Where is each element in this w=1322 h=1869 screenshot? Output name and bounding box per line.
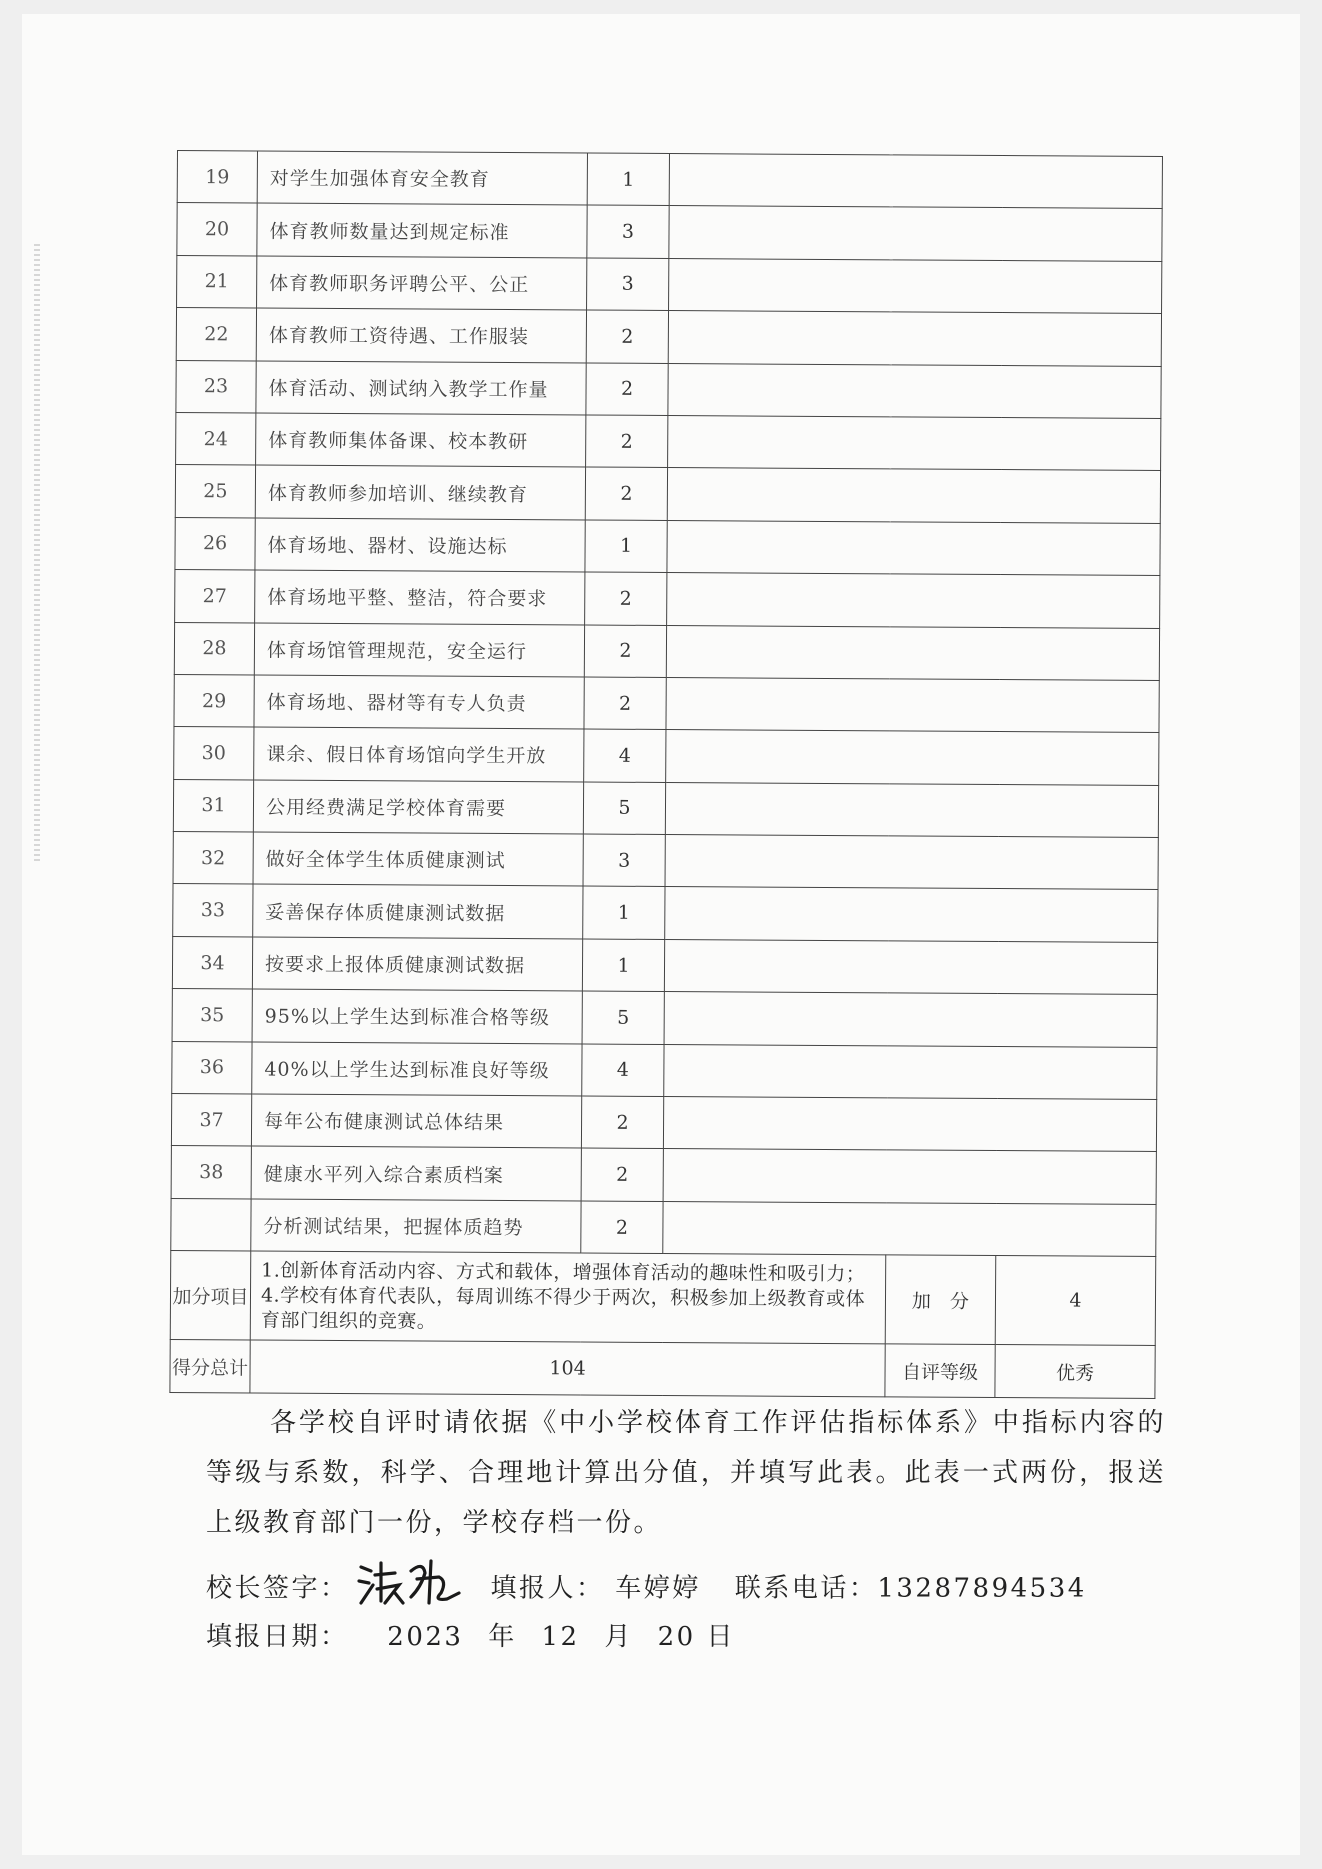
row-remark	[665, 887, 1158, 942]
row-item: 公用经费满足学校体育需要	[253, 780, 583, 834]
table-row	[176, 412, 1161, 470]
row-number: 22	[176, 308, 256, 361]
row-number: 25	[175, 465, 255, 518]
row-item: 健康水平列入综合素质档案	[251, 1146, 581, 1200]
row-number: 38	[171, 1146, 251, 1199]
row-item: 课余、假日体育场馆向学生开放	[254, 727, 584, 781]
row-number: 26	[175, 517, 255, 570]
date-day-unit: 日	[706, 1622, 736, 1652]
row-score: 2	[584, 625, 666, 678]
row-remark	[663, 1201, 1156, 1256]
row-score: 5	[583, 782, 665, 835]
table-row	[173, 779, 1158, 837]
row-number: 30	[174, 727, 254, 780]
table-row	[172, 1041, 1157, 1099]
row-remark	[666, 625, 1159, 680]
principal-label: 校长签字：	[206, 1573, 349, 1604]
row-number: 19	[177, 151, 257, 204]
table-row	[177, 151, 1162, 209]
row-number: 33	[173, 884, 253, 937]
row-number: 21	[177, 255, 257, 308]
date-month: 12	[541, 1622, 580, 1652]
row-item: 体育教师职务评聘公平、公正	[257, 256, 587, 310]
phone-label: 联系电话：	[734, 1573, 878, 1604]
row-item: 体育场馆管理规范，安全运行	[254, 622, 584, 676]
date-year: 2023	[387, 1622, 464, 1652]
row-score: 2	[585, 572, 667, 625]
row-number: 29	[174, 674, 254, 727]
row-score: 1	[582, 939, 664, 992]
table-row	[174, 622, 1159, 680]
table-row	[177, 203, 1162, 261]
row-remark	[664, 1044, 1157, 1099]
row-item: 体育教师工资待遇、工作服装	[256, 308, 586, 362]
grade-label: 自评等级	[885, 1344, 995, 1398]
row-remark	[667, 573, 1160, 628]
row-number: 32	[173, 832, 253, 885]
row-score: 1	[583, 886, 665, 939]
row-number: 24	[176, 412, 256, 465]
bonus-description: 1.创新体育活动内容、方式和载体，增强体育活动的趣味性和吸引力；4.学校有体育代表队，每周训练不得少于两次，积极参加上级教育或体育部门组织的竞赛。	[250, 1251, 886, 1344]
row-score: 3	[587, 205, 669, 258]
bonus-label: 加分项目	[170, 1251, 251, 1340]
row-item: 每年公布健康测试总体结果	[251, 1094, 581, 1148]
row-number: 36	[172, 1041, 252, 1094]
scan-edge-artifact	[34, 244, 40, 864]
row-item: 体育场地、器材等有专人负责	[254, 675, 584, 729]
row-item: 妥善保存体质健康测试数据	[253, 884, 583, 938]
row-item: 按要求上报体质健康测试数据	[252, 937, 582, 991]
row-remark	[664, 992, 1157, 1047]
row-item: 40%以上学生达到标准良好等级	[252, 1042, 582, 1096]
row-item: 95%以上学生达到标准合格等级	[252, 989, 582, 1043]
row-remark	[668, 311, 1161, 366]
row-item: 体育教师数量达到规定标准	[257, 203, 587, 257]
filler-label: 填报人：	[490, 1573, 605, 1604]
row-item: 做好全体学生体质健康测试	[253, 832, 583, 886]
table-row	[175, 465, 1160, 523]
row-number: 37	[171, 1094, 251, 1147]
row-number: 28	[174, 622, 254, 675]
bonus-points: 4	[995, 1256, 1156, 1346]
row-remark	[666, 730, 1159, 785]
table-row	[174, 727, 1159, 785]
row-remark	[666, 677, 1159, 732]
date-year-unit: 年	[488, 1622, 517, 1652]
grade-value: 优秀	[995, 1345, 1155, 1399]
table-row	[177, 255, 1162, 313]
row-score: 2	[584, 677, 666, 730]
date-day: 20	[657, 1622, 696, 1652]
row-score: 4	[582, 1044, 664, 1097]
row-item: 体育场地、器材、设施达标	[255, 518, 585, 572]
row-score: 2	[586, 363, 668, 416]
row-score: 2	[586, 415, 668, 468]
row-number: 34	[172, 936, 252, 989]
row-item: 体育场地平整、整洁，符合要求	[255, 570, 585, 624]
row-number: 27	[175, 570, 255, 623]
total-value: 104	[250, 1340, 885, 1397]
row-number: 31	[173, 779, 253, 832]
bonus-row	[170, 1251, 1156, 1346]
table-row	[175, 570, 1160, 628]
score-table	[169, 150, 1163, 1399]
filler-name: 车婷婷	[615, 1573, 701, 1604]
row-remark	[668, 415, 1161, 470]
table-row	[173, 884, 1158, 942]
table-row	[171, 1094, 1156, 1152]
table-row	[171, 1198, 1156, 1256]
total-label: 得分总计	[170, 1340, 250, 1393]
row-item: 分析测试结果，把握体质趋势	[251, 1199, 581, 1253]
table-row	[176, 308, 1161, 366]
date-label: 填报日期：	[206, 1622, 349, 1652]
row-remark	[663, 1149, 1156, 1204]
table-row	[174, 674, 1159, 732]
row-remark	[669, 206, 1162, 261]
phone-number: 13287894534	[877, 1573, 1087, 1604]
row-score: 1	[587, 153, 669, 206]
instruction-note: 各学校自评时请依据《中小学校体育工作评估指标体系》中指标内容的等级与系数，科学、合理地计算出分值，并填写此表。此表一式两份，报送上级教育部门一份，学校存档一份。	[206, 1408, 1166, 1538]
row-score: 3	[583, 834, 665, 887]
row-score: 2	[585, 467, 667, 520]
row-score: 4	[584, 729, 666, 782]
bonus-points-label: 加 分	[885, 1255, 996, 1345]
score-table-body	[171, 151, 1163, 1257]
row-number	[171, 1198, 251, 1251]
row-item: 体育教师参加培训、继续教育	[255, 465, 585, 519]
row-number: 35	[172, 989, 252, 1042]
row-score: 2	[581, 1096, 663, 1149]
row-score: 2	[581, 1148, 663, 1201]
row-remark	[669, 154, 1162, 209]
date-month-unit: 月	[604, 1622, 633, 1652]
row-remark	[665, 782, 1158, 837]
row-score: 2	[586, 310, 668, 363]
total-row	[170, 1340, 1155, 1399]
row-item: 对学生加强体育安全教育	[257, 151, 587, 205]
row-remark	[665, 835, 1158, 890]
table-row	[173, 832, 1158, 890]
row-remark	[667, 468, 1160, 523]
row-remark	[668, 363, 1161, 418]
row-score: 5	[582, 991, 664, 1044]
table-row	[175, 517, 1160, 575]
row-remark	[669, 258, 1162, 313]
table-row	[172, 989, 1157, 1047]
row-item: 体育活动、测试纳入教学工作量	[256, 361, 586, 415]
row-number: 23	[176, 360, 256, 413]
row-score: 3	[587, 258, 669, 311]
table-row	[171, 1146, 1156, 1204]
row-remark	[667, 520, 1160, 575]
table-row	[176, 360, 1161, 418]
row-remark	[664, 939, 1157, 994]
table-row	[172, 936, 1157, 994]
row-score: 2	[581, 1201, 663, 1254]
row-remark	[663, 1097, 1156, 1152]
date-line	[206, 1612, 1166, 1662]
row-number: 20	[177, 203, 257, 256]
row-score: 1	[585, 520, 667, 573]
row-item: 体育教师集体备课、校本教研	[256, 413, 586, 467]
